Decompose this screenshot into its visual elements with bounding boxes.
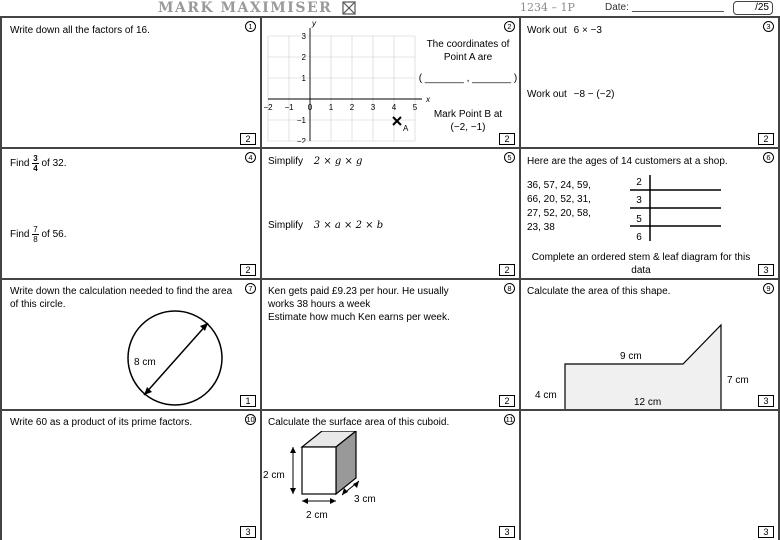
q11-text: Calculate the surface area of this cuboid. — [268, 417, 450, 428]
question-2 — [262, 18, 521, 149]
q2-answer-blank[interactable]: ( _______ , _______ ) — [418, 73, 518, 84]
q6-intro: Here are the ages of 14 customers at a shop. — [527, 156, 728, 167]
q4-find: Find — [10, 158, 30, 170]
q3-part2-label: Work out — [527, 89, 567, 100]
q10-text: Write 60 as a product of its prime factors. — [10, 417, 193, 428]
q3-part1-expr: 6 × −3 — [573, 25, 602, 36]
question-3 — [521, 18, 780, 149]
q6-marks: 3 — [758, 264, 774, 276]
q3-number: 3 — [763, 21, 774, 32]
compound-shape — [521, 280, 761, 410]
right-length: 7 cm — [727, 375, 749, 386]
q6-data-line: 36, 57, 24, 59, — [527, 180, 591, 191]
arrow-head-icon — [353, 481, 359, 488]
x-tick: 1 — [328, 103, 334, 112]
top-length: 9 cm — [620, 351, 642, 362]
q4-part2-rest: of 56. — [41, 229, 67, 241]
y-tick: −2 — [296, 137, 306, 143]
q4-fraction-2: $\frac{7}{8}$ — [33, 225, 38, 244]
q2-point-b: (−2, −1) — [450, 122, 486, 133]
q5-part1-expr: 2 × g × g — [313, 156, 363, 167]
q4-find: Find — [10, 229, 30, 241]
brand-logo-icon — [342, 1, 356, 15]
q9-bottom-length: 12 cm — [634, 397, 662, 408]
left-length: 4 cm — [535, 390, 557, 401]
q2-number: 2 — [504, 21, 515, 32]
date-field[interactable] — [632, 11, 724, 12]
q4-fraction-1: $\frac{3}{4}$ — [33, 154, 38, 173]
q11-total-marks: 3 — [758, 526, 774, 538]
q8-number: 8 — [504, 283, 515, 294]
q7-marks: 1 — [240, 395, 256, 407]
stem-value: 3 — [636, 195, 642, 206]
q5-part2-expr: 3 × a × 2 × b — [313, 220, 384, 231]
q5-part2-label: Simplify — [268, 220, 304, 231]
width-label: 2 cm — [306, 510, 328, 521]
question-5 — [262, 149, 521, 280]
q2-instruction: Mark Point B at — [433, 109, 503, 120]
q10-number: 10 — [246, 415, 255, 424]
question-11 — [262, 411, 521, 540]
q1-number: 1 — [245, 21, 256, 32]
score-box[interactable]: /25 — [733, 1, 773, 15]
q3-part1 — [527, 24, 602, 37]
q7-number: 7 — [245, 283, 256, 294]
q8-line-2: works 38 hours a week — [268, 299, 371, 310]
point-a-label: A — [403, 124, 409, 133]
q3-part2-expr: −8 − (−2) — [573, 89, 615, 100]
q6-data-line: 27, 52, 20, 58, — [527, 208, 591, 219]
date-label: Date: — [605, 2, 629, 13]
q3-marks: 2 — [758, 133, 774, 145]
q5-number: 5 — [504, 152, 515, 163]
q11-number: 11 — [505, 415, 514, 424]
q5-marks: 2 — [499, 264, 515, 276]
arrow-head-icon — [330, 498, 336, 504]
q6-data-line: 66, 20, 52, 31, — [527, 194, 591, 205]
y-tick: 3 — [301, 32, 306, 41]
q2-marks: 2 — [499, 133, 515, 145]
answer-space[interactable] — [521, 411, 780, 540]
question-4 — [0, 149, 262, 280]
question-9 — [521, 280, 780, 411]
q3-part1-label: Work out — [527, 25, 567, 36]
q4-marks: 2 — [240, 264, 256, 276]
diameter-label: 8 cm — [134, 357, 156, 368]
y-tick: 2 — [301, 53, 306, 62]
arrow-head-icon — [290, 447, 296, 453]
y-tick: −1 — [296, 116, 306, 125]
x-tick: 4 — [391, 103, 397, 112]
q9-marks: 3 — [758, 395, 774, 407]
y-axis-label: y — [312, 19, 316, 28]
q2-coord-text: The coordinates of Point A are — [426, 39, 510, 63]
q6-data-line: 23, 38 — [527, 222, 555, 233]
stem-value: 2 — [636, 177, 642, 188]
x-tick: −1 — [284, 103, 294, 112]
q1-text: Write down all the factors of 16. — [10, 25, 150, 36]
x-tick: 2 — [349, 103, 355, 112]
depth-label: 3 cm — [354, 494, 376, 505]
question-7 — [0, 280, 262, 411]
q9-text: Calculate the area of this shape. — [527, 286, 671, 297]
q4-number: 4 — [245, 152, 256, 163]
paper-code: 1234 – 1P — [520, 1, 575, 14]
x-tick: 5 — [412, 103, 418, 112]
x-axis-label: x — [426, 95, 430, 104]
arrow-head-icon — [302, 498, 308, 504]
y-tick: 1 — [301, 74, 306, 83]
q8-line-1: Ken gets paid £9.23 per hour. He usually — [268, 286, 449, 297]
q1-marks: 2 — [240, 133, 256, 145]
q4-part2 — [10, 225, 67, 245]
q8-marks: 2 — [499, 395, 515, 407]
q9-number: 9 — [763, 283, 774, 294]
q7-text: Write down the calculation needed to find the area of this circle. — [10, 286, 233, 310]
brand-title: MARK MAXIMISER — [158, 0, 333, 16]
question-6 — [521, 149, 780, 280]
x-tick: 0 — [307, 103, 313, 112]
q5-part1 — [268, 155, 362, 168]
stem-leaf-diagram[interactable] — [625, 173, 735, 243]
x-tick: 3 — [370, 103, 376, 112]
q5-part1-label: Simplify — [268, 156, 304, 167]
stem-value: 6 — [636, 232, 642, 243]
question-10 — [0, 411, 262, 540]
stem-value: 5 — [636, 214, 642, 225]
q3-part2 — [527, 88, 614, 101]
x-tick: −2 — [263, 103, 273, 112]
question-8 — [262, 280, 521, 411]
header — [0, 0, 780, 17]
question-1 — [0, 18, 262, 149]
q11-marks: 3 — [499, 526, 515, 538]
circle-diagram — [122, 302, 232, 407]
height-label: 2 cm — [263, 470, 285, 481]
q6-instruction: Complete an ordered stem & leaf diagram for this data — [531, 252, 751, 276]
cuboid-diagram — [262, 431, 402, 531]
q8-line-3: Estimate how much Ken earns per week. — [268, 312, 450, 323]
q10-marks: 3 — [240, 526, 256, 538]
q4-part1 — [10, 154, 67, 174]
q4-part1-rest: of 32. — [41, 158, 67, 170]
question-grid — [0, 16, 780, 540]
q5-part2 — [268, 219, 383, 232]
q6-number: 6 — [763, 152, 774, 163]
arrow-head-icon — [290, 488, 296, 494]
coordinate-grid[interactable] — [262, 18, 432, 143]
